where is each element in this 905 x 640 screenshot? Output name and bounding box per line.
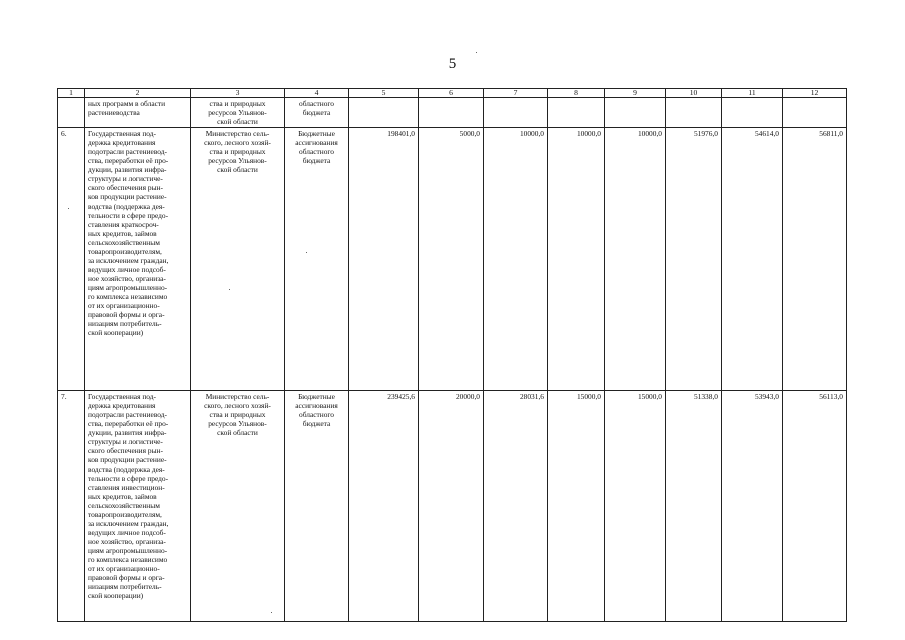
scan-speck [229, 289, 230, 290]
value-cell: 28031,6 [484, 391, 548, 622]
value-cell: 5000,0 [419, 128, 484, 391]
value-cell: 51976,0 [666, 128, 722, 391]
column-header: 10 [666, 89, 722, 98]
source-cell: областного бюджета [285, 98, 349, 128]
scan-speck [68, 208, 69, 209]
value-cell [349, 98, 419, 128]
column-header: 5 [349, 89, 419, 98]
column-header: 4 [285, 89, 349, 98]
source-cell: Бюджетные ассигнования областного бюджета [285, 391, 349, 622]
column-header: 1 [58, 89, 85, 98]
value-cell [666, 98, 722, 128]
value-cell: 20000,0 [419, 391, 484, 622]
value-cell [548, 98, 605, 128]
column-header: 2 [85, 89, 191, 98]
column-header: 3 [191, 89, 285, 98]
value-cell: 239425,6 [349, 391, 419, 622]
column-header: 11 [722, 89, 783, 98]
column-header: 7 [484, 89, 548, 98]
row-number-cell: 7. [58, 391, 85, 622]
value-cell: 10000,0 [548, 128, 605, 391]
value-cell: 10000,0 [484, 128, 548, 391]
scan-speck [306, 252, 307, 253]
source-cell: Бюджетные ассигнования областного бюджета [285, 128, 349, 391]
description-cell: Государственная под- держка кредитования подотрасли растениевод- ства, переработки её про- дукции, развития инфра- структуры и логистиче- ского обеспечения рын- ков продукции растение- водства (поддержка дея- тельности в сфере предо- ставления инвестицион- ных кредитов, займов сельскохозяйственным товаропроизводителям, за исключением граждан, ведущих личное подсоб- ное хозяйство, организа- циям агропромышленно- го комплекса независимо от их организационно- правовой формы и орга- низациям потребитель- ской кооперации) [85, 391, 191, 622]
value-cell: 54614,0 [722, 128, 783, 391]
table-row [58, 391, 847, 622]
scan-speck [476, 52, 477, 53]
row-number-cell [58, 98, 85, 128]
value-cell: 56811,0 [783, 128, 847, 391]
continuation-row [58, 98, 847, 128]
column-header: 12 [783, 89, 847, 98]
column-header: 9 [605, 89, 666, 98]
value-cell [722, 98, 783, 128]
value-cell: 15000,0 [548, 391, 605, 622]
row-number-cell: 6. [58, 128, 85, 391]
value-cell: 15000,0 [605, 391, 666, 622]
value-cell [419, 98, 484, 128]
column-header: 6 [419, 89, 484, 98]
value-cell: 51338,0 [666, 391, 722, 622]
budget-table [57, 88, 847, 622]
scan-speck [271, 612, 272, 613]
description-cell: ных программ в области растениеводства [85, 98, 191, 128]
value-cell [783, 98, 847, 128]
ministry-cell: Министерство сель- ского, лесного хозяй- ства и природных ресурсов Ульянов- ской области [191, 391, 285, 622]
ministry-cell: Министерство сель- ского, лесного хозяй- ства и природных ресурсов Ульянов- ской области [191, 128, 285, 391]
ministry-cell: ства и природных ресурсов Ульянов- ской области [191, 98, 285, 128]
value-cell: 10000,0 [605, 128, 666, 391]
value-cell [605, 98, 666, 128]
page-number: 5 [448, 56, 457, 72]
description-cell: Государственная под- держка кредитования подотрасли растениевод- ства, переработки её про- дукции, развития инфра- структуры и логистиче- ского обеспечения рын- ков продукции растение- водства (поддержка дея- тельности в сфере предо- ставления краткосроч- ных кредитов, займов сельскохозяйственным товаропроизводителям, за исключением граждан, ведущих личное подсоб- ное хозяйство, организа- циям агропромышленно- го комплекса независимо от их организационно- правовой формы и орга- низациям потребитель- ской кооперации) [85, 128, 191, 391]
value-cell: 198401,0 [349, 128, 419, 391]
value-cell: 56113,0 [783, 391, 847, 622]
column-number-row [58, 89, 847, 98]
table-row [58, 128, 847, 391]
column-header: 8 [548, 89, 605, 98]
value-cell: 53943,0 [722, 391, 783, 622]
value-cell [484, 98, 548, 128]
